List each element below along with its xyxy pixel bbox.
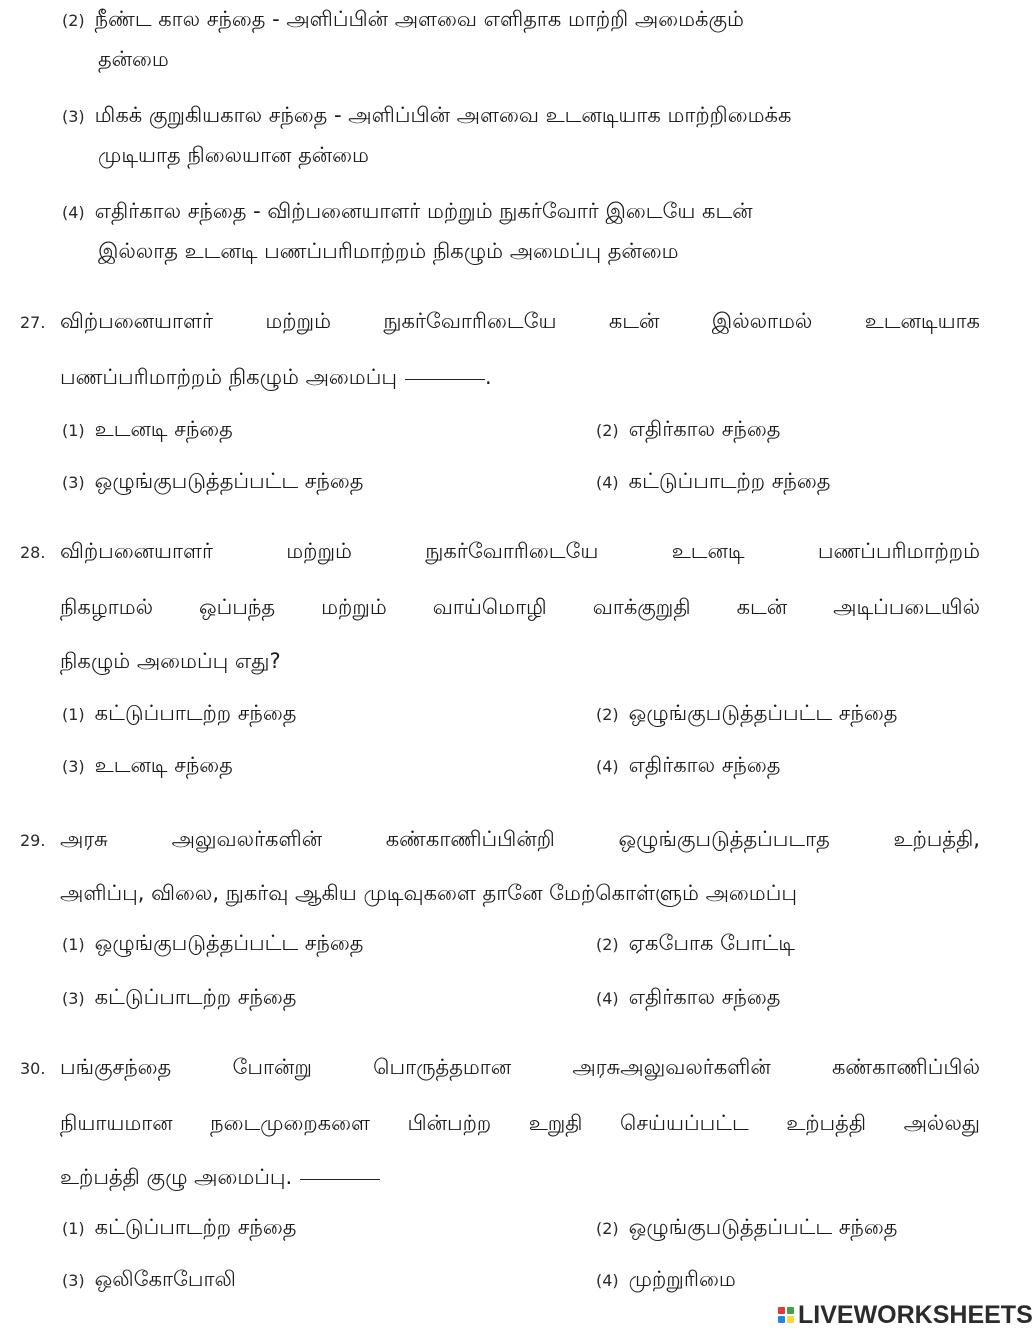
q26-option-4: (4) எதிர்கால சந்தை - விற்பனையாளர் மற்றும் நுகர்வோர் இடையே கடன்: [62, 199, 753, 223]
question-27-line1: விற்பனையாளர் மற்றும் நுகர்வோரிடையே கடன் இல்லாமல் உடனடியாக: [60, 309, 980, 333]
question-30-option-1: (1) கட்டுப்பாடற்ற சந்தை: [62, 1215, 297, 1239]
question-29-option-4: (4) எதிர்கால சந்தை: [596, 985, 781, 1009]
q26-option-3: (3) மிகக் குறுகியகால சந்தை - அளிப்பின் அளவை உடனடியாக மாற்றிமைக்க: [62, 103, 792, 127]
question-30-line3: உற்பத்தி குழு அமைப்பு.: [60, 1162, 380, 1192]
liveworksheets-icon: [778, 1307, 794, 1323]
question-27-option-2: (2) எதிர்கால சந்தை: [596, 417, 781, 441]
question-28-line3: நிகழும் அமைப்பு எது?: [60, 649, 281, 673]
question-28-option-3: (3) உடனடி சந்தை: [62, 753, 233, 777]
question-30-option-2: (2) ஒழுங்குபடுத்தப்பட்ட சந்தை: [596, 1215, 898, 1239]
q26-option-2-line2: தன்மை: [98, 47, 169, 71]
question-29-option-3: (3) கட்டுப்பாடற்ற சந்தை: [62, 985, 297, 1009]
question-28-option-4: (4) எதிர்கால சந்தை: [596, 753, 781, 777]
q26-option-4-line2: இல்லாத உடனடி பணப்பரிமாற்றம் நிகழும் அமைப்பு தன்மை: [98, 239, 679, 263]
question-29-option-2: (2) ஏகபோக போட்டி: [596, 931, 796, 955]
question-27-option-3: (3) ஒழுங்குபடுத்தப்பட்ட சந்தை: [62, 469, 364, 493]
q26-option-4-line1: எதிர்கால சந்தை - விற்பனையாளர் மற்றும் நுகர்வோர் இடையே கடன்: [94, 199, 753, 223]
q26-option-2: (2) நீண்ட கால சந்தை - அளிப்பின் அளவை எளிதாக மாற்றி அமைக்கும்: [62, 7, 744, 31]
question-30-option-4: (4) முற்றுரிமை: [596, 1267, 736, 1291]
question-28-option-1: (1) கட்டுப்பாடற்ற சந்தை: [62, 701, 297, 725]
question-30-option-3: (3) ஒலிகோபோலி: [62, 1267, 236, 1291]
answer-blank: [405, 379, 485, 380]
liveworksheets-logo: [778, 1298, 1033, 1332]
question-28-number: 28.: [20, 543, 46, 562]
question-29-line2: அளிப்பு, விலை, நுகர்வு ஆகிய முடிவுகளை தானே மேற்கொள்ளும் அமைப்பு: [60, 881, 797, 905]
question-28-option-2: (2) ஒழுங்குபடுத்தப்பட்ட சந்தை: [596, 701, 898, 725]
question-30-number: 30.: [20, 1059, 46, 1078]
question-30-line1: பங்குசந்தை போன்று பொருத்தமான அரசுஅலுவலர்களின் கண்காணிப்பில்: [60, 1055, 980, 1079]
question-29-option-1: (1) ஒழுங்குபடுத்தப்பட்ட சந்தை: [62, 931, 364, 955]
question-27-number: 27.: [20, 313, 46, 332]
question-29-line1: அரசு அலுவலர்களின் கண்காணிப்பின்றி ஒழுங்குபடுத்தப்படாத உற்பத்தி,: [60, 827, 980, 851]
question-28-line1: விற்பனையாளர் மற்றும் நுகர்வோரிடையே உடனடி பணப்பரிமாற்றம்: [60, 539, 980, 563]
q26-option-2-line1: நீண்ட கால சந்தை - அளிப்பின் அளவை எளிதாக மாற்றி அமைக்கும்: [94, 7, 744, 31]
answer-blank: [300, 1179, 380, 1180]
q26-option-3-line1: மிகக் குறுகியகால சந்தை - அளிப்பின் அளவை உடனடியாக மாற்றிமைக்க: [94, 103, 792, 127]
q26-option-3-line2: முடியாத நிலையான தன்மை: [98, 143, 369, 167]
liveworksheets-wordmark: LIVEWORKSHEETS: [798, 1300, 1033, 1329]
question-29-number: 29.: [20, 831, 46, 850]
question-27-line2: பணப்பரிமாற்றம் நிகழும் அமைப்பு .: [60, 365, 492, 389]
question-30-line2: நியாயமான நடைமுறைகளை பின்பற்ற உறுதி செய்யப்பட்ட உற்பத்தி அல்லது: [60, 1111, 980, 1135]
question-28-line2: நிகழாமல் ஒப்பந்த மற்றும் வாய்மொழி வாக்குறுதி கடன் அடிப்படையில்: [60, 595, 980, 619]
question-27-option-1: (1) உடனடி சந்தை: [62, 417, 233, 441]
question-27-option-4: (4) கட்டுப்பாடற்ற சந்தை: [596, 469, 831, 493]
